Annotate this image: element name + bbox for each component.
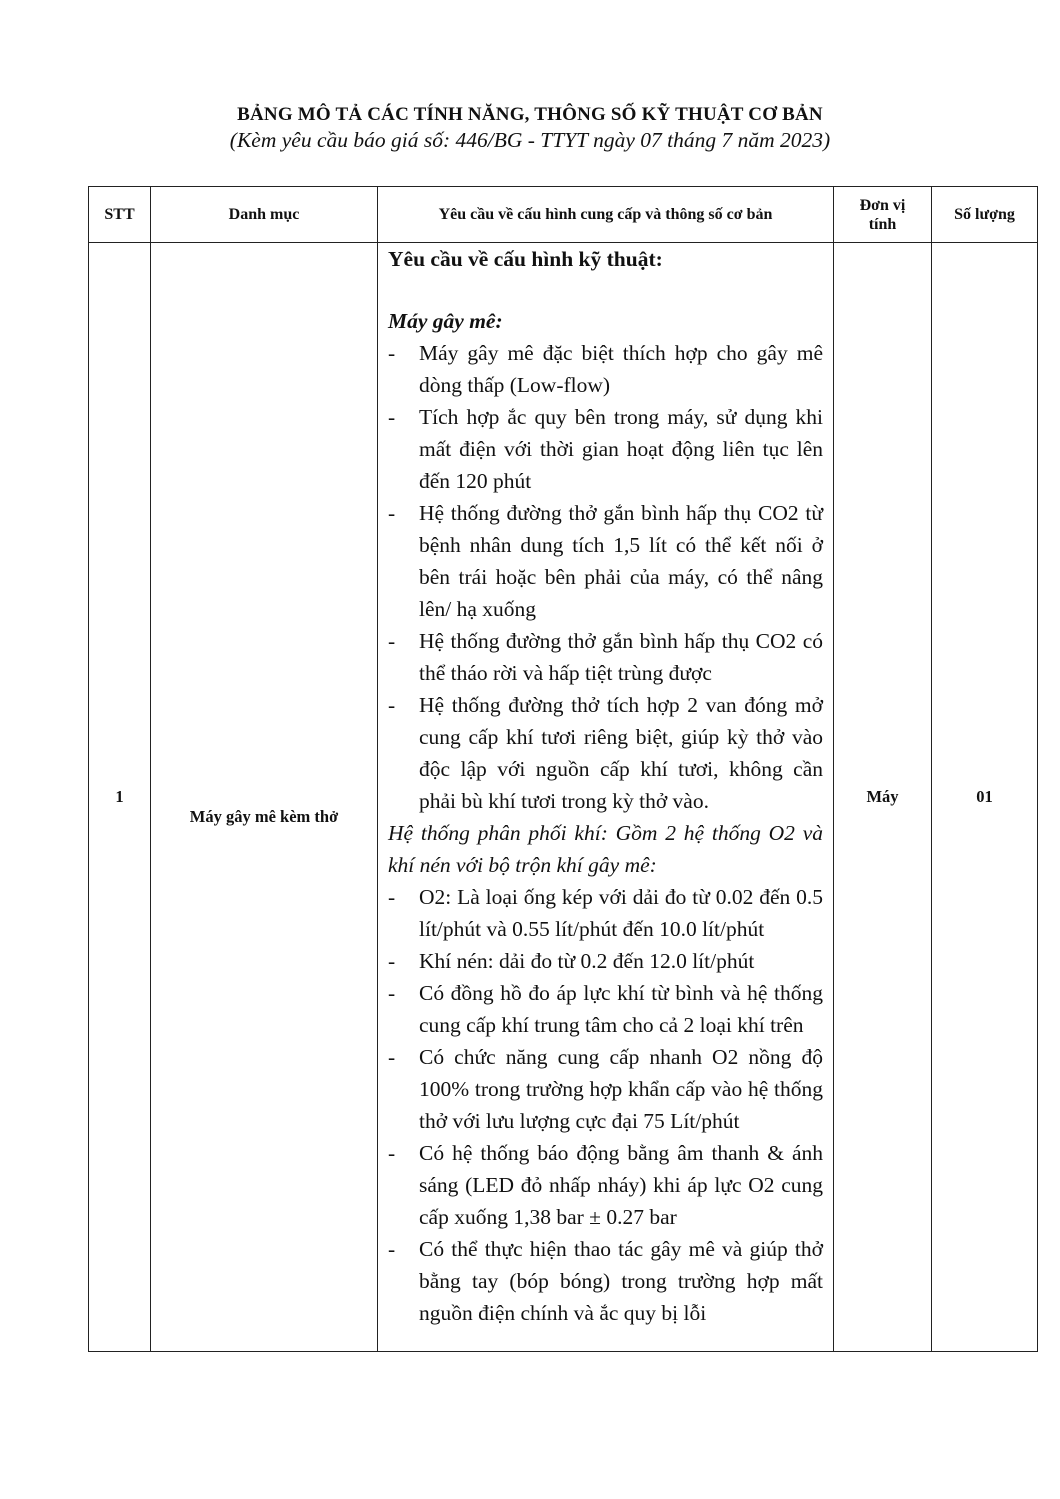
anesthesia-heading: Máy gây mê: <box>388 309 503 333</box>
list-item: - O2: Là loại ống kép với dải đo từ 0.02 đến 0.5 lít/phút và 0.55 lít/phút đến 10.0 lít/phút <box>388 885 823 941</box>
list-item: - Hệ thống đường thở tích hợp 2 van đóng mở cung cấp khí tươi riêng biệt, giúp kỳ thở vào độc lập với nguồn cấp khí tươi, không cần phải bù khí tươi trong kỳ thở vào. <box>388 693 823 813</box>
list-item: - Máy gây mê đặc biệt thích hợp cho gây mê dòng thấp (Low-flow) <box>388 341 823 397</box>
header-category: Danh mục <box>151 187 378 243</box>
document-subtitle: (Kèm yêu cầu báo giá số: 446/BG - TTYT ngày 07 tháng 7 năm 2023) <box>229 128 831 152</box>
row-requirements <box>378 243 834 1352</box>
document-title: BẢNG MÔ TẢ CÁC TÍNH NĂNG, THÔNG SỐ KỸ THUẬT CƠ BẢN <box>237 104 823 125</box>
gas-system-intro: Hệ thống phân phối khí: Gồm 2 hệ thống O2 và khí nén với bộ trộn khí gây mê: <box>388 821 823 877</box>
header-unit: Đơn vị tính <box>834 187 932 243</box>
header-quantity: Số lượng <box>932 187 1038 243</box>
anesthesia-list <box>388 337 823 817</box>
list-item: - Có chức năng cung cấp nhanh O2 nồng độ 100% trong trường hợp khẩn cấp vào hệ thống thở với lưu lượng cực đại 75 Lít/phút <box>388 1045 823 1133</box>
list-item: - Tích hợp ắc quy bên trong máy, sử dụng khi mất điện với thời gian hoạt động liên tục lên đến 120 phút <box>388 405 823 493</box>
table-row <box>89 243 1038 1352</box>
header-requirements: Yêu cầu về cấu hình cung cấp và thông số cơ bản <box>378 187 834 243</box>
gas-list <box>388 881 823 1329</box>
list-item: - Có hệ thống báo động bằng âm thanh & ánh sáng (LED đỏ nhấp nháy) khi áp lực O2 cung cấp xuống 1,38 bar ± 0.27 bar <box>388 1141 823 1229</box>
list-item: - Hệ thống đường thở gắn bình hấp thụ CO2 từ bệnh nhân dung tích 1,5 lít có thể kết nối ở bên trái hoặc bên phải của máy, có thể nâng lên/ hạ xuống <box>388 501 823 621</box>
row-unit: Máy <box>834 243 932 1352</box>
row-stt: 1 <box>89 243 151 1352</box>
spec-table <box>88 186 1038 1352</box>
header-stt: STT <box>89 187 151 243</box>
list-item: - Khí nén: dải đo từ 0.2 đến 12.0 lít/phút <box>388 949 755 973</box>
row-quantity: 01 <box>932 243 1038 1352</box>
list-item: - Có đồng hồ đo áp lực khí từ bình và hệ thống cung cấp khí trung tâm cho cả 2 loại khí trên <box>388 981 823 1037</box>
list-item: - Hệ thống đường thở gắn bình hấp thụ CO2 có thể tháo rời và hấp tiệt trùng được <box>388 629 823 685</box>
requirements-heading: Yêu cầu về cấu hình kỹ thuật: <box>388 247 663 271</box>
table-header-row <box>89 187 1038 243</box>
row-category: Máy gây mê kèm thở <box>151 243 378 1352</box>
list-item: - Có thể thực hiện thao tác gây mê và giúp thở bằng tay (bóp bóng) trong trường hợp mất nguồn điện chính và ắc quy bị lỗi <box>388 1237 823 1325</box>
